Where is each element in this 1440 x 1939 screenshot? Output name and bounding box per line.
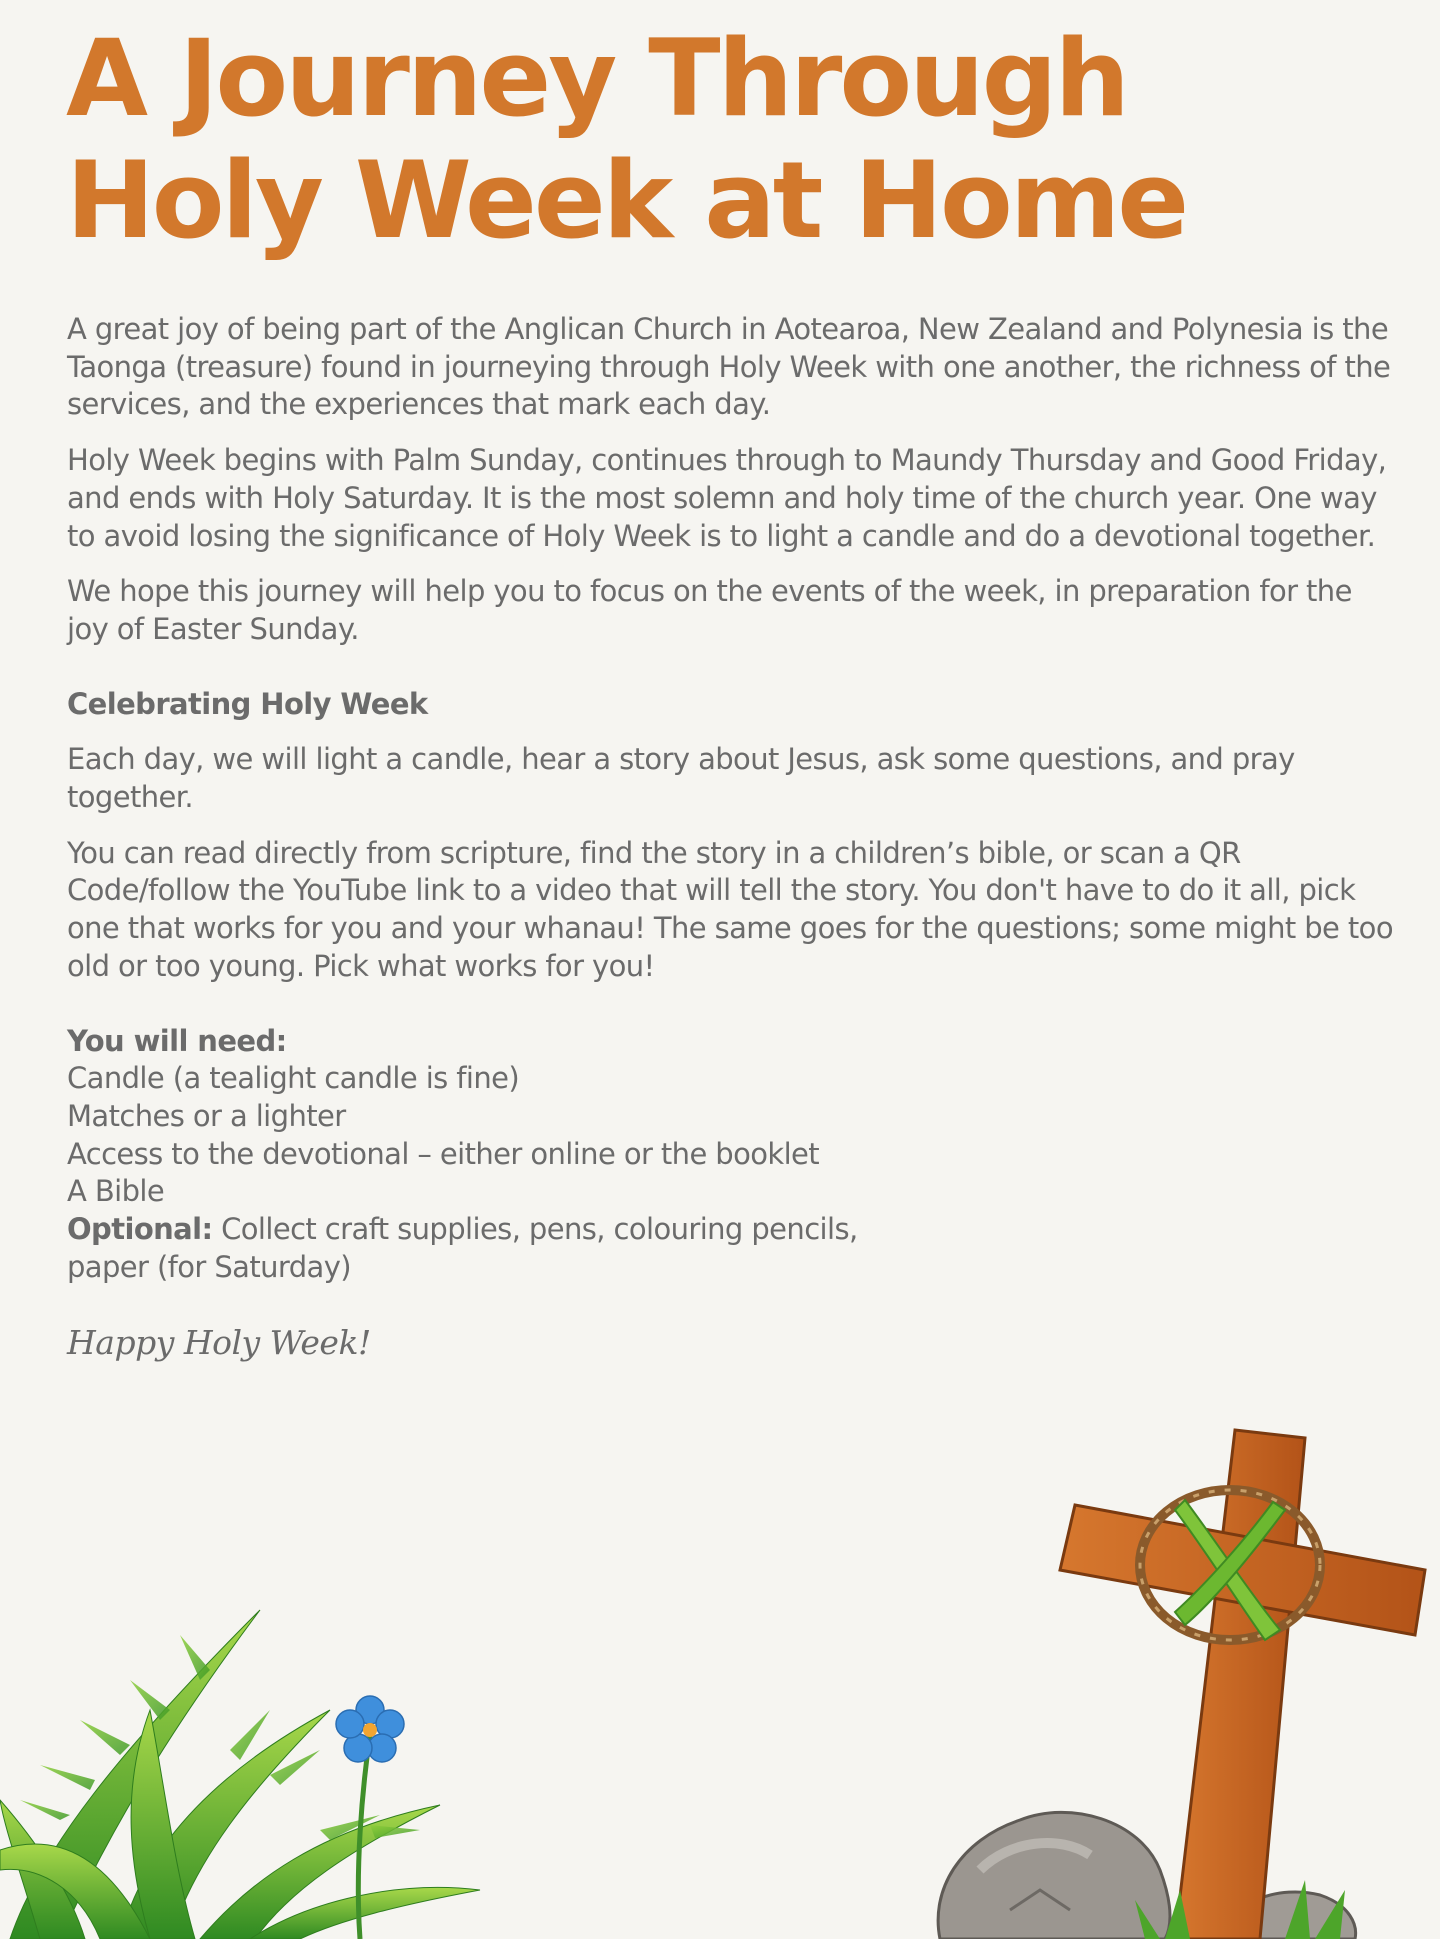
needs-heading: You will need: [67, 1023, 287, 1058]
intro-paragraph-3: We hope this journey will help you to focus on the events of the week, in preparation for the joy of Easter Sunday. [67, 574, 1352, 646]
needs-optional [67, 1211, 927, 1286]
article-body [67, 311, 1397, 1362]
intro-paragraph-1: A great joy of being part of the Anglican Church in Aotearoa, New Zealand and Polynesia is the Taonga (treasure) found in journeying through Holy Week with one another, the richness of the services, and the experiences that mark each day. [67, 312, 1391, 422]
blue-flower-icon [330, 1690, 410, 1770]
needs-item-candle: Candle (a tealight candle is fine) [67, 1061, 520, 1096]
optional-text: Collect craft supplies, pens, colouring pencils, paper (for Saturday) [67, 1212, 858, 1284]
celebrating-heading: Celebrating Holy Week [67, 686, 428, 721]
intro-paragraph-2: Holy Week begins with Palm Sunday, continues through to Maundy Thursday and Good Friday, and ends with Holy Saturday. It is the most solemn and holy time of the church year. One way to avoid losing the significance of Holy Week is to light a candle and do a devotional together. [67, 443, 1387, 553]
celebrating-paragraph-2: You can read directly from scripture, find the story in a children’s bible, or scan a QR Code/follow the YouTube link to a video that will tell the story. You don't have to do it all, pick one that works for you and your whanau! The same goes for the questions; some might be too old or too young. Pick what works for you! [67, 835, 1393, 983]
title-line-1: A Journey Through [66, 17, 1127, 140]
optional-label: Optional: [67, 1212, 213, 1247]
needs-list [67, 1023, 1397, 1287]
needs-item-matches: Matches or a lighter [67, 1098, 346, 1133]
needs-item-bible: A Bible [67, 1174, 165, 1209]
celebrating-paragraph-1: Each day, we will light a candle, hear a story about Jesus, ask some questions, and pray together. [67, 742, 1295, 815]
needs-item-access: Access to the devotional – either online or the booklet [67, 1136, 820, 1171]
title-line-2: Holy Week at Home [66, 139, 1187, 262]
closing-greeting: Happy Holy Week! [67, 1323, 371, 1363]
palm-plant-illustration [0, 1590, 540, 1939]
page-title [66, 18, 1366, 262]
wooden-cross-with-crown-of-thorns-illustration [1055, 1420, 1440, 1939]
